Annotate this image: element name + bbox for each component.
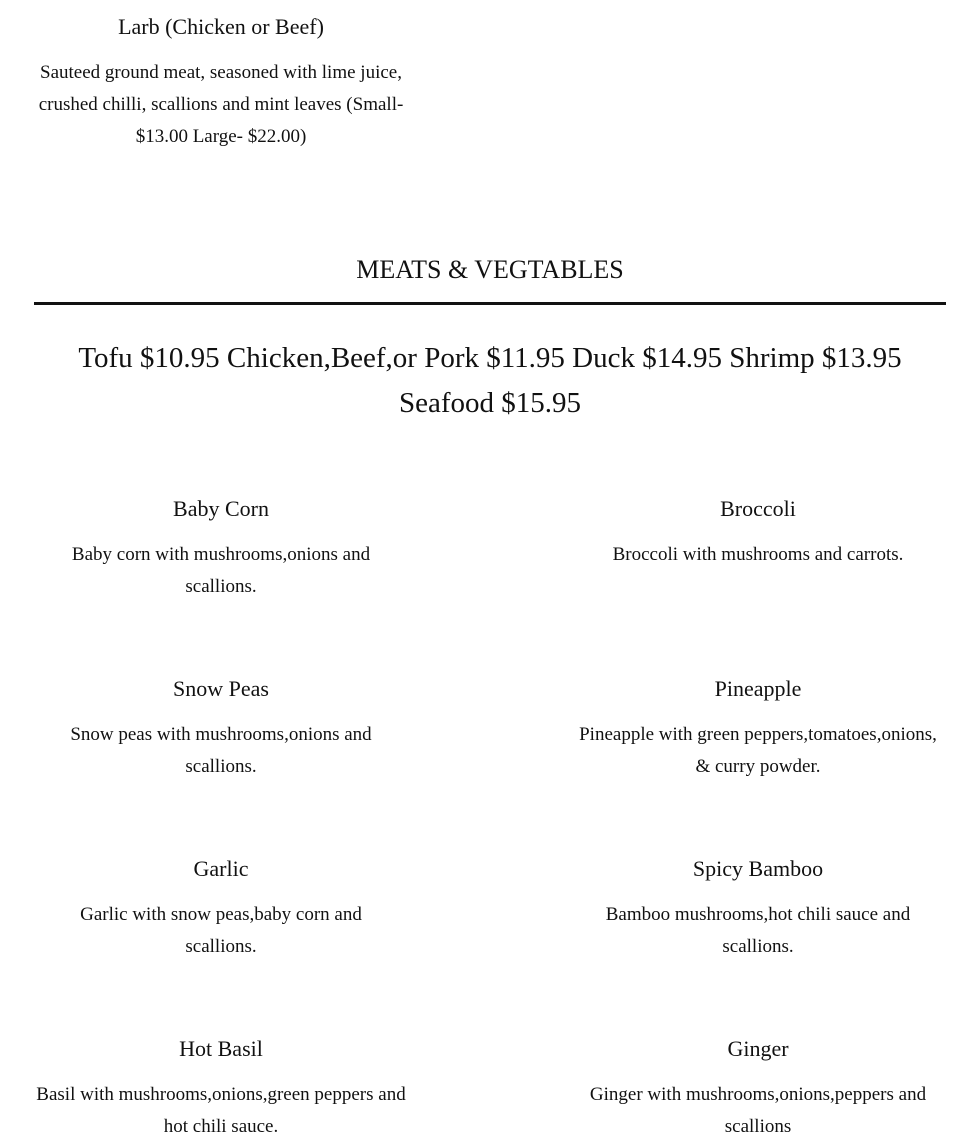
menu-item-hot-basil: [32, 1034, 410, 1135]
menu-item-title: Pineapple: [714, 676, 802, 701]
price-list: Tofu $10.95 Chicken,Beef,or Pork $11.95 Duck $14.95 Shrimp $13.95 Seafood $15.95: [78, 342, 902, 419]
menu-item-title: Spicy Bamboo: [692, 856, 824, 881]
menu-item-pineapple: [572, 674, 944, 783]
menu-item-description: Sauteed ground meat, seasoned with lime juice, crushed chilli, scallions and mint leaves (Small- $13.00 Large- $22.00): [38, 62, 404, 147]
menu-item-snow-peas: [32, 674, 410, 783]
menu-item-broccoli: [572, 494, 944, 571]
menu-item-description: Snow peas with mushrooms,onions and scallions.: [70, 724, 372, 777]
menu-item-description: Baby corn with mushrooms,onions and scallions.: [71, 544, 371, 597]
menu-item-title: Larb (Chicken or Beef): [118, 14, 324, 39]
menu-item-description: Broccoli with mushrooms and carrots.: [612, 544, 904, 565]
menu-item-title: Ginger: [727, 1036, 789, 1061]
menu-item-larb: [32, 12, 410, 153]
menu-item-baby-corn: [32, 494, 410, 603]
menu-item-description: Bamboo mushrooms,hot chili sauce and scallions.: [605, 904, 911, 957]
menu-item-description: Pineapple with green peppers,tomatoes,onions, & curry powder.: [579, 724, 937, 777]
menu-item-description: Basil with mushrooms,onions,green peppers and hot chili sauce.: [36, 1084, 406, 1135]
menu-item-spicy-bamboo: [572, 854, 944, 963]
menu-item-title: Baby Corn: [173, 496, 269, 521]
menu-item-title: Broccoli: [720, 496, 796, 521]
menu-item-ginger: [572, 1034, 944, 1135]
menu-item-title: Garlic: [193, 856, 249, 881]
section-heading: MEATS & VEGTABLES: [356, 255, 624, 284]
section-divider: [34, 302, 946, 305]
menu-item-description: Garlic with snow peas,baby corn and scallions.: [80, 904, 362, 957]
menu-item-garlic: [32, 854, 410, 963]
menu-item-title: Snow Peas: [173, 676, 269, 701]
menu-item-description: Ginger with mushrooms,onions,peppers and scallions: [589, 1084, 927, 1135]
menu-item-title: Hot Basil: [179, 1036, 263, 1061]
